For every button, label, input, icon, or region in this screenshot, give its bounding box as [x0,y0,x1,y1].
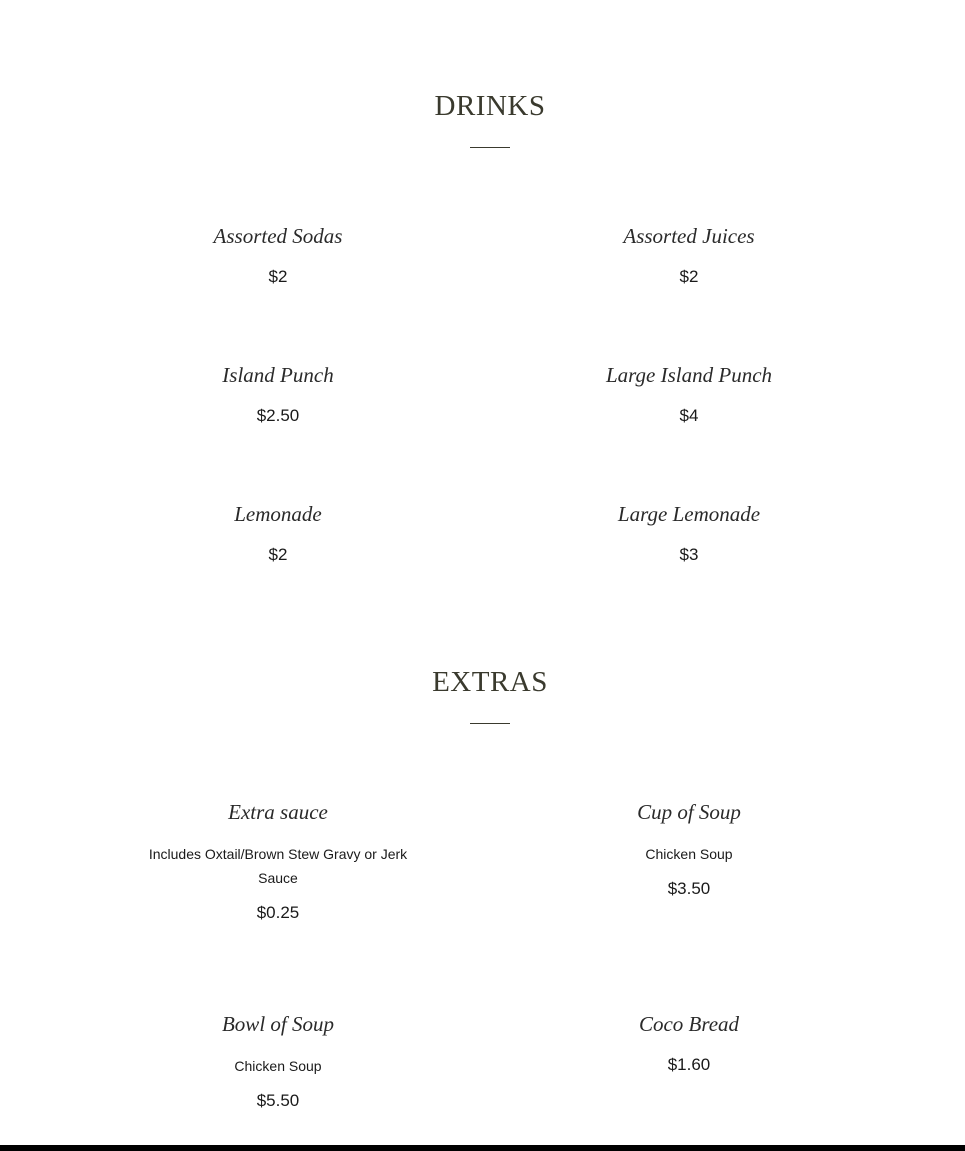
item-description: Chicken Soup [645,846,733,862]
item-name: Cup of Soup [637,800,741,824]
item-name: Coco Bread [638,1012,740,1036]
item-name: Bowl of Soup [221,1012,334,1036]
item-name: Large Island Punch [605,363,773,387]
menu-item [128,365,428,424]
menu-item [539,504,839,563]
section-divider [470,723,510,724]
item-name: Assorted Sodas [213,224,343,248]
section-title-drinks: DRINKS [434,90,546,122]
item-price: $1.60 [667,1055,711,1074]
item-name: Large Lemonade [617,502,761,526]
item-price: $4 [679,406,699,425]
menu-item [539,226,839,285]
item-description: Chicken Soup [234,1058,322,1074]
item-price: $2.50 [256,406,300,425]
item-price: $2 [268,267,288,286]
item-name: Extra sauce [228,800,328,824]
item-price: $2 [268,545,288,564]
menu-item [539,802,839,897]
menu-item [539,1014,839,1073]
item-price: $3.50 [667,879,711,898]
menu-item [539,365,839,424]
bottom-bar [0,1145,965,1151]
item-description: Includes Oxtail/Brown Stew Gravy or Jerk Sauce [148,846,408,886]
item-price: $3 [679,545,699,564]
menu-item [128,802,428,921]
menu-item [128,226,428,285]
item-price: $5.50 [256,1091,300,1110]
menu-item [128,504,428,563]
section-title-extras: EXTRAS [432,666,548,698]
item-price: $2 [679,267,699,286]
section-divider [470,147,510,148]
menu-item [128,1014,428,1109]
item-name: Island Punch [222,363,334,387]
item-name: Lemonade [234,502,322,526]
item-price: $0.25 [256,903,300,922]
item-name: Assorted Juices [623,224,755,248]
